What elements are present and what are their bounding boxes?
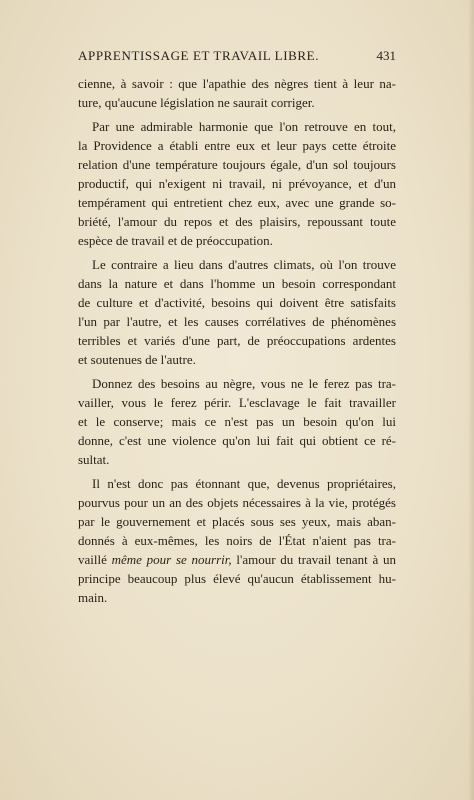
text-line: cienne, à savoir : que l'apathie des nègres tient à leur na-	[78, 76, 396, 91]
text-line: l'un par l'autre, et les causes corrélatives de phénomènes	[78, 314, 396, 329]
paragraph	[78, 255, 396, 369]
text-line: vailler, vous le ferez périr. L'esclavage le fait travailler	[78, 395, 396, 410]
text-line: terribles et variés d'une part, de préoccupations ardentes	[78, 333, 396, 348]
text-line: donne, c'est une violence qu'on lui fait qui obtient ce ré-	[78, 433, 396, 448]
italic-emphasis: même pour se nourrir,	[111, 552, 232, 567]
text-line: Donnez des besoins au nègre, vous ne le ferez pas tra-	[92, 376, 396, 391]
text-line: ture, qu'aucune législation ne saurait corriger.	[78, 95, 315, 110]
text-segment: l'amour du travail tenant à un	[231, 552, 396, 567]
text-line: par le gouvernement et placés sous ses yeux, mais aban-	[78, 514, 396, 529]
text-line: et le conserve; mais ce n'est pas un besoin qu'on lui	[78, 414, 396, 429]
text-line-with-italic	[78, 550, 396, 569]
running-title: APPRENTISSAGE ET TRAVAIL LIBRE.	[78, 48, 320, 63]
text-line: la Providence a établi entre eux et leur pays cette étroite	[78, 138, 396, 153]
text-line: et soutenues de l'autre.	[78, 352, 196, 367]
paragraph	[78, 117, 396, 250]
text-line: pourvus pour un an des objets nécessaires à la vie, protégés	[78, 495, 396, 510]
text-line: Le contraire a lieu dans d'autres climats, où l'on trouve	[92, 257, 396, 272]
paragraph	[78, 474, 396, 607]
text-line: principe beaucoup plus élevé qu'aucun établissement hu-	[78, 571, 396, 586]
text-line: donnés à eux-mêmes, les noirs de l'État n'aient pas tra-	[78, 533, 396, 548]
text-line: Par une admirable harmonie que l'on retrouve en tout,	[92, 119, 396, 134]
text-line: briété, l'amour du repos et des plaisirs, repoussant toute	[78, 214, 396, 229]
running-head	[78, 48, 396, 66]
text-line: de culture et d'activité, besoins qui doivent être satisfaits	[78, 295, 396, 310]
text-line: Il n'est donc pas étonnant que, devenus propriétaires,	[92, 476, 396, 491]
text-line: tempérament qui entretient chez eux, avec une grande so-	[78, 195, 396, 210]
paragraph	[78, 74, 396, 112]
text-line: sultat.	[78, 452, 110, 467]
text-segment: vaillé	[78, 552, 112, 567]
text-line: relation d'une température toujours égale, d'un sol toujours	[78, 157, 396, 172]
text-line: main.	[78, 590, 108, 605]
page-number: 431	[376, 48, 396, 63]
text-line: productif, qui n'exigent ni travail, ni prévoyance, et d'un	[78, 176, 396, 191]
text-line: espèce de travail et de préoccupation.	[78, 233, 273, 248]
paragraph	[78, 374, 396, 469]
text-line: dans la nature et dans l'homme un besoin correspondant	[78, 276, 396, 291]
body-text	[78, 74, 396, 607]
page-edge-shadow	[468, 0, 474, 800]
